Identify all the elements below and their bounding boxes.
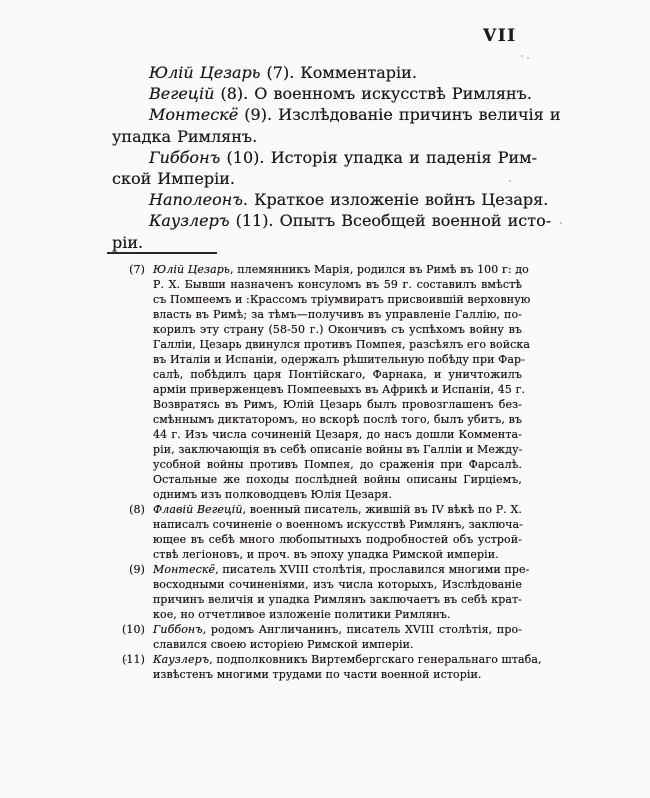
text-line: ріи, заключающія въ себѣ описаніе войны въ Галліи и Между- <box>153 443 523 456</box>
text-line <box>153 652 542 667</box>
text-line <box>112 104 561 125</box>
footnote <box>122 502 522 562</box>
author-name: Вегецій <box>149 84 215 104</box>
text-line: усобной войны противъ Помпея, до сраженія при Фарсалѣ. <box>153 458 522 471</box>
text-line: Р. Х. Бывши назначенъ консуломъ въ 59 г. составилъ вмѣстѣ <box>153 278 522 291</box>
text-line: съ Помпеемъ и :Крассомъ тріумвиратъ присвоившій верховную <box>153 293 531 306</box>
footnote-marker: (11) <box>122 653 145 666</box>
author-name: Каузлеръ <box>149 211 230 231</box>
footnote-text: , писатель XVIII столѣтія, прославился многими пре- <box>215 563 530 576</box>
text-line: ствѣ легіоновъ, и проч. въ эпоху упадка Римской имперіи. <box>153 548 499 561</box>
author-name: Монтескё <box>149 105 239 125</box>
text-line <box>153 262 529 277</box>
text-line: ющее въ себѣ много любопытныхъ подробностей объ устрой- <box>153 533 522 546</box>
footnote-text: , родомъ Англичанинъ, писатель XVIII столѣтія, про- <box>202 623 522 636</box>
entry-continuation <box>112 168 537 189</box>
scan-speck <box>123 659 127 661</box>
scan-speck <box>527 200 529 202</box>
footnote <box>122 262 531 502</box>
footnote-marker: (8) <box>129 503 145 516</box>
text-line <box>112 210 552 231</box>
footnote-text: , подполковникъ Виртембергскаго генеральнаго штаба, <box>209 653 542 666</box>
catalog-entry <box>112 147 537 189</box>
text-line: 44 г. Изъ числа сочиненій Цезаря, до насъ дошли Коммента- <box>153 428 522 441</box>
footnote <box>122 562 530 622</box>
footnote-continuation <box>153 277 531 502</box>
author-name: Гиббонъ <box>153 623 203 636</box>
catalog-entry <box>112 83 537 104</box>
footnote-marker: (7) <box>129 263 145 276</box>
text-line: власть въ Римѣ; за тѣмъ—получивъ въ управленіе Галлію, по- <box>153 308 522 321</box>
page-number: VII <box>483 26 517 46</box>
text-line: кое, но отчетливое изложеніе политики Римлянъ. <box>153 608 451 621</box>
footnote <box>122 622 522 652</box>
author-name: Юлій Цезарь <box>149 63 261 82</box>
catalog-entry <box>112 104 561 146</box>
author-name: Монтескё <box>153 563 216 576</box>
text-line <box>153 502 522 517</box>
entry-text: (9). Изслѣдованіе причинъ величія и <box>238 105 561 125</box>
text-line: салѣ, побѣдилъ царя Понтійскаго, Фарнака, и уничтожилъ <box>153 368 522 381</box>
entry-text: . Краткое изложеніе войнъ Цезаря. <box>242 190 549 210</box>
footnote-marker: (10) <box>122 623 145 636</box>
text-line: ріи. <box>112 232 144 252</box>
text-line: написалъ сочиненіе о военномъ искусствѣ Римлянъ, заключа- <box>153 518 523 531</box>
footnote-continuation <box>153 667 522 682</box>
scan-speck <box>527 57 529 59</box>
text-line <box>112 189 549 210</box>
scan-speck <box>521 55 523 57</box>
author-name: Наполеонъ <box>149 190 243 210</box>
text-line: въ Италіи и Испаніи, одержалъ рѣшительную побѣду при Фар- <box>153 353 525 366</box>
catalog-entry <box>112 189 549 210</box>
text-line: Остальные же походы послѣдней войны описаны Гирціемъ, <box>153 473 522 486</box>
footnote-continuation <box>153 637 522 652</box>
author-name: Каузлеръ <box>153 653 210 666</box>
works-list <box>112 62 561 253</box>
text-line: ской Имперіи. <box>112 169 235 189</box>
text-line: причинъ величія и упадка Римлянъ заключаетъ въ себѣ крат- <box>153 593 522 606</box>
author-name: Гиббонъ <box>149 147 221 167</box>
author-name: Юлій Цезарь <box>153 263 231 276</box>
scan-speck <box>506 99 508 101</box>
text-line: Галліи, Цезарь двинулся противъ Помпея, разсѣялъ его войска <box>153 338 531 351</box>
author-name: Флавій Вегецій <box>153 503 243 516</box>
text-line: смѣннымъ диктаторомъ, но вскорѣ послѣ того, былъ убитъ, въ <box>153 413 522 426</box>
footnotes-section <box>122 262 542 682</box>
footnote <box>122 652 542 682</box>
text-line: упадка Римлянъ. <box>112 126 258 146</box>
text-line: однимъ изъ полководцевъ Юлія Цезаря. <box>153 488 393 501</box>
footnote-continuation <box>153 517 522 562</box>
footnote-text: , военный писатель, жившій въ IV вѣкѣ по Р. Х. <box>242 503 522 516</box>
text-line: извѣстенъ многими трудами по части военной исторіи. <box>153 668 482 681</box>
entry-continuation <box>112 126 537 147</box>
entry-continuation <box>112 232 537 253</box>
footnote-text: , племянникъ Марія, родился въ Римѣ въ 100 г: до <box>230 263 529 276</box>
catalog-entry <box>112 210 552 252</box>
text-line <box>112 147 537 168</box>
text-line: восходными сочиненіями, изъ числа которыхъ, Изслѣдованіе <box>153 578 522 591</box>
text-line: Возвратясь въ Римъ, Юлій Цезарь былъ провозглашенъ без- <box>153 398 522 411</box>
text-line <box>112 83 537 104</box>
text-line <box>153 622 522 637</box>
footnote-continuation <box>153 577 522 622</box>
entry-text: (10). Исторія упадка и паденія Рим- <box>220 147 537 167</box>
text-line <box>153 562 530 577</box>
text-line: славился своею исторіею Римской имперіи. <box>153 638 414 651</box>
scan-speck <box>560 222 562 224</box>
entry-text: (11). Опытъ Всеобщей военной исто- <box>229 211 552 231</box>
footnote-marker: (9) <box>129 563 145 576</box>
text-line: арміи приверженцевъ Помпеевыхъ въ Африкѣ и Испаніи, 45 г. <box>153 383 526 396</box>
entry-text: (7). Комментаріи. <box>260 63 417 82</box>
text-line <box>112 62 537 83</box>
scan-speck <box>509 180 511 182</box>
text-line: корилъ эту страну (58-50 г.) Окончивъ съ успѣхомъ войну въ <box>153 323 522 336</box>
catalog-entry <box>112 62 537 83</box>
entry-text: (8). О военномъ искусствѣ Римлянъ. <box>214 84 532 104</box>
footnote-separator <box>107 252 217 254</box>
